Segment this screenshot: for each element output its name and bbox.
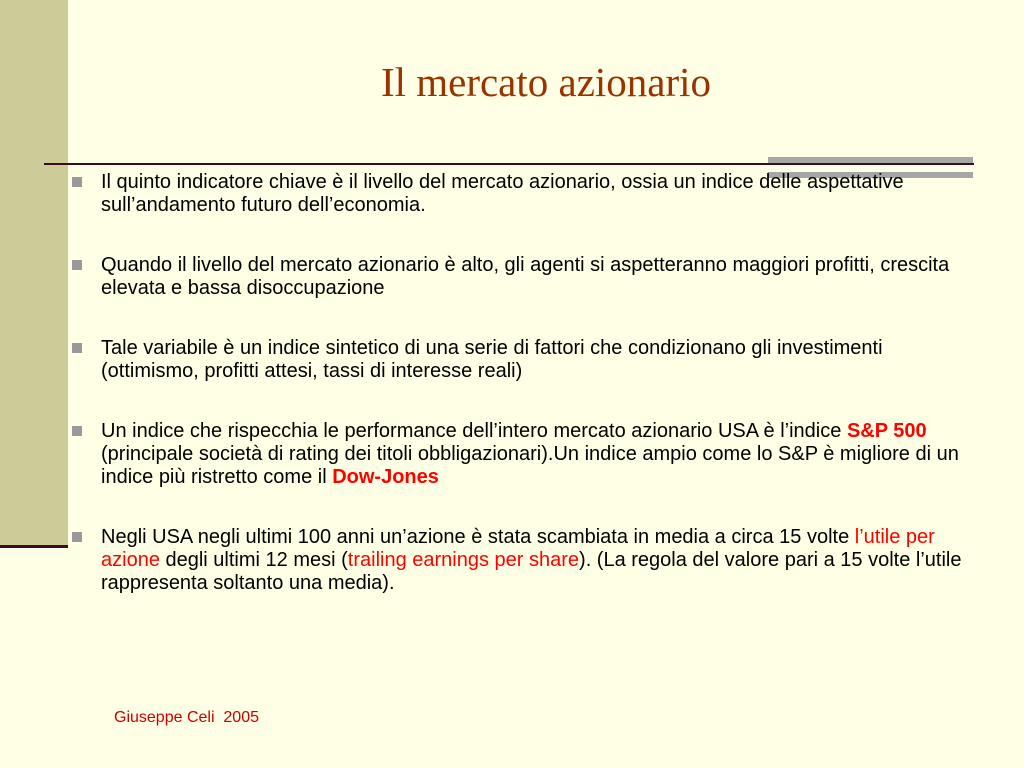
bullet-text: ). (La regola del valore pari a 15 volte l’utile rappresenta soltanto una media).	[101, 549, 962, 594]
bullet-list	[72, 171, 972, 595]
bullet-text: degli ultimi 12 mesi (	[159, 549, 348, 571]
bullet-item	[72, 254, 972, 300]
bullet-text: Quando il livello del mercato azionario è alto, gli agenti si aspetteranno maggiori profitti, crescita elevata e bassa disoccupazione	[101, 254, 950, 299]
title-underline-accent-top	[768, 157, 973, 163]
bullet-text: (principale società di rating dei titoli obbligazionari).Un indice ampio come lo S&P è migliore di un indice più ristretto come il	[101, 443, 959, 488]
square-bullet-icon	[72, 260, 82, 270]
square-bullet-icon	[72, 177, 82, 187]
trailing-earnings-highlight: trailing earnings per share	[347, 549, 580, 571]
slide-title: Il mercato azionario	[380, 59, 712, 105]
square-bullet-icon	[72, 532, 82, 542]
bullet-item	[72, 526, 972, 595]
bullet-text: Il quinto indicatore chiave è il livello del mercato azionario, ossia un indice delle aspettative sull’andamento futuro dell’economia.	[101, 171, 904, 216]
bullet-text: Un indice che rispecchia le performance dell’intero mercato azionario USA è l’indice	[101, 420, 847, 442]
sp500-highlight: S&P 500	[846, 420, 927, 442]
left-band-divider	[0, 545, 68, 548]
bullet-text: Negli USA negli ultimi 100 anni un’azione è stata scambiata in media a circa 15 volte	[101, 526, 855, 548]
dow-jones-highlight: Dow-Jones	[332, 466, 439, 488]
left-decorative-band	[0, 0, 68, 546]
bullet-item	[72, 420, 972, 489]
utile-highlight: l’utile per azione	[101, 526, 935, 571]
bullet-text: Tale variabile è un indice sintetico di una serie di fattori che condizionano gli investimenti (ottimismo, profitti attesi, tassi di interesse reali)	[101, 337, 883, 382]
square-bullet-icon	[72, 343, 82, 353]
bullet-item	[72, 171, 972, 217]
title-underline	[44, 163, 974, 165]
square-bullet-icon	[72, 426, 82, 436]
bullet-item	[72, 337, 972, 383]
slide-footer: Giuseppe Celi 2005	[114, 709, 259, 726]
